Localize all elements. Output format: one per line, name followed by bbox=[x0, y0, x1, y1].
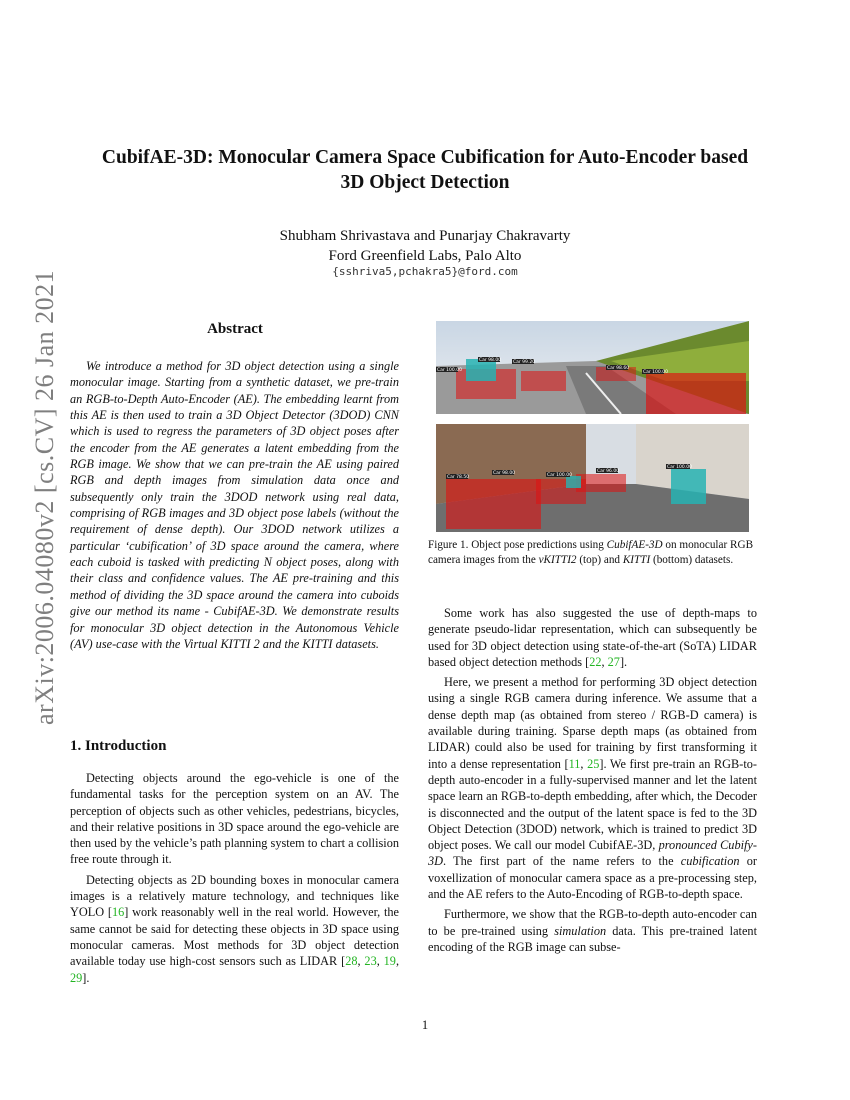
paper-title bbox=[60, 145, 790, 195]
arxiv-stamp: arXiv:2006.04080v2 [cs.CV] 26 Jan 2021 bbox=[30, 269, 59, 725]
figure-1-bottom-image bbox=[436, 424, 749, 532]
author-block bbox=[100, 226, 750, 266]
detection-label: Car 100.00 bbox=[437, 368, 462, 373]
detection-label: Car 78.50 bbox=[447, 475, 470, 480]
text-span: (top) and bbox=[576, 553, 623, 566]
text-span: simulation bbox=[554, 923, 607, 938]
text-span: CubifAE-3D bbox=[606, 539, 663, 551]
text-span: on monocular RGB camera images from the bbox=[428, 539, 754, 566]
section-heading-introduction: 1. Introduction bbox=[70, 738, 167, 754]
page-number: 1 bbox=[421, 1018, 429, 1032]
detection-label: Car 98.00 bbox=[479, 358, 502, 363]
citation-link[interactable]: 16 bbox=[111, 905, 125, 920]
citation-link[interactable]: 19 bbox=[383, 954, 396, 969]
text-span: cubification bbox=[680, 854, 740, 869]
citation-link[interactable]: 25 bbox=[587, 756, 600, 771]
figure-1-top-image bbox=[436, 321, 749, 414]
text-span: ]. bbox=[82, 970, 90, 985]
authors: Shubham Shrivastava and Punarjay Chakravarty bbox=[279, 228, 571, 244]
text-span: Detecting objects as 2D bounding boxes in monocular camera images is a relatively mature technology, and techniques like YOLO [ bbox=[70, 872, 399, 920]
text-span: Here, we present a method for performing 3D object detection using a single RGB camera during inference. We assume that a dense depth map (as obtained from stereo / RGB-D camera) is available during training. Sparse depth maps (as obtained from LIDAR) could also be used for training by first transforming it into a dense representation [ bbox=[428, 675, 757, 771]
text-span: data. This pre-trained latent encoding of the RGB image can subse- bbox=[428, 923, 757, 954]
text-span: ]. We first pre-train an RGB-to-depth auto-encoder in a fully-supervised manner and let the latent space learn an RGB-to-depth embedding, after which, the Decoder is disconnected and the output of the latent space is fed to the 3D Object Detection (3DOD) network, which is trained to predict 3D object poses. We call our model CubifAE-3D, bbox=[428, 756, 757, 853]
detection-label: Car 100.00 bbox=[667, 465, 692, 470]
text-span: . The first part of the name refers to the bbox=[443, 854, 681, 869]
text-span: Figure 1. Object pose predictions using bbox=[428, 539, 607, 551]
detection-label: Car 100.00 bbox=[643, 370, 668, 375]
figure-1-caption bbox=[428, 538, 757, 567]
right-paragraph-2: Here, we present a method for performing 3D object detection using a single RGB camera during inference. We assume that a dense depth map (as obtained from stereo / RGB-D camera) is available during training. Sparse depth maps (as obtained from LIDAR) could also be used for training by first transforming it into a dense representation [11, 25]. We first pre-train an RGB-to-depth auto-encoder in a fully-supervised manner and let the latent space learn an RGB-to-depth embedding, after which, the Decoder is disconnected and the output of the latent space is fed to the 3D Object Detection (3DOD) network, which is trained to predict 3D object poses. We call our model CubifAE-3D, pronounced Cubify-3D. The first part of the name refers to the cubification or voxellization of monocular camera space as a pre-processing step, and the AE refers to the Auto-Encoding of RGB-to-depth space. bbox=[428, 675, 757, 902]
citation-link[interactable]: 23 bbox=[364, 954, 377, 969]
abstract-heading: Abstract bbox=[207, 321, 263, 337]
citation-link[interactable]: 22 bbox=[589, 654, 602, 669]
text-span: Furthermore, we show that the RGB-to-depth auto-encoder can to be pre-trained using bbox=[428, 907, 757, 938]
abstract-text bbox=[70, 358, 399, 652]
intro-column-right bbox=[428, 605, 757, 959]
abstract-body: We introduce a method for 3D object detection using a single monocular image. Starting from a synthetic dataset, we pre-train an RGB-to-Depth Auto-Encoder (AE). The embedding learnt from this AE is then used to train a 3D Object Detector (3DOD) CNN which is used to regress the parameters of 3D object poses after the encoder from the AE generates a latent embedding from the RGB image. We show that we can pre-train the AE using paired RGB and depth images from simulation data once and subsequently only train the 3DOD network using real data, comprising of RGB images and 3D object pose labels (without the requirement of dense depth). Our 3DOD network utilizes a particular ‘cubification’ of 3D space around the camera, where each cuboid is tasked with predicting N object poses, along with their class and confidence values. The AE pre-training and this method of dividing the 3D space around the camera into cuboids give our method its name - CubifAE-3D. We demonstrate results for monocular 3D object detection in the Autonomous Vehicle (AV) use-case with the Virtual KITTI 2 and the KITTI datasets. bbox=[70, 359, 399, 651]
intro-paragraph-1: Detecting objects around the ego-vehicle is one of the fundamental tasks for the perception system on an AV. The perception of objects such as other vehicles, pedestrians, bicycles, and their relative positions in 3D space around the ego-vehicle are then used by the vehicle’s path planning system to chart a collision free route through it. bbox=[70, 771, 399, 867]
detection-label: Car 99.20 bbox=[513, 360, 536, 365]
text-span: or voxellization of monocular camera space as a pre-processing step, and the AE refers to the Auto-Encoding of RGB-to-depth space. bbox=[428, 854, 757, 902]
text-span: ]. bbox=[619, 654, 628, 669]
text-span: (bottom) datasets. bbox=[650, 553, 734, 566]
citation-link[interactable]: 27 bbox=[607, 654, 620, 669]
text-span: KITTI bbox=[622, 553, 651, 566]
email: {sshriva5,pchakra5}@ford.com bbox=[332, 265, 518, 278]
detection-label: Car 98.60 bbox=[607, 366, 630, 371]
citation-link[interactable]: 29 bbox=[70, 970, 83, 985]
intro-paragraph-2: Detecting objects as 2D bounding boxes in monocular camera images is a relatively mature technology, and techniques like YOLO [16] work reasonably well in the real world. However, the same cannot be said for detecting these objects in 3D space using monocular cameras. Most methods for 3D object detection available today use high-cost sensors such as LIDAR [28, 23, 19, 29]. bbox=[70, 872, 400, 985]
text-span: pronounced Cubify-3D bbox=[428, 838, 757, 869]
text-span: ] work reasonably well in the real world. However, the same cannot be said for detecting these objects in 3D space using monocular cameras. Most methods for 3D object detection available today use high-cost sensors such as LIDAR [ bbox=[70, 905, 399, 969]
text-span: Some work has also suggested the use of depth-maps to generate pseudo-lidar representation, which can subsequently be used for 3D object detection using state-of-the-art (SoTA) LIDAR based object detection methods [ bbox=[428, 606, 757, 669]
citation-link[interactable]: 28 bbox=[345, 954, 358, 969]
citation-link[interactable]: 11 bbox=[568, 756, 581, 771]
title-line-2: 3D Object Detection bbox=[340, 172, 510, 193]
text-span: vKITTI2 bbox=[538, 553, 577, 566]
title-line-1: CubifAE-3D: Monocular Camera Space Cubification for Auto-Encoder based bbox=[101, 147, 749, 168]
affiliation: Ford Greenfield Labs, Palo Alto bbox=[328, 248, 522, 264]
detection-label: Car 100.00 bbox=[547, 473, 572, 478]
intro-column-left bbox=[70, 770, 399, 990]
detection-label: Car 98.00 bbox=[493, 471, 516, 476]
right-paragraph-1: Some work has also suggested the use of depth-maps to generate pseudo-lidar representation, which can subsequently be used for 3D object detection using state-of-the-art (SoTA) LIDAR based object detection methods [22, 27]. bbox=[428, 606, 757, 669]
right-paragraph-3 bbox=[428, 906, 757, 955]
detection-label: Car 96.00 bbox=[597, 469, 620, 474]
